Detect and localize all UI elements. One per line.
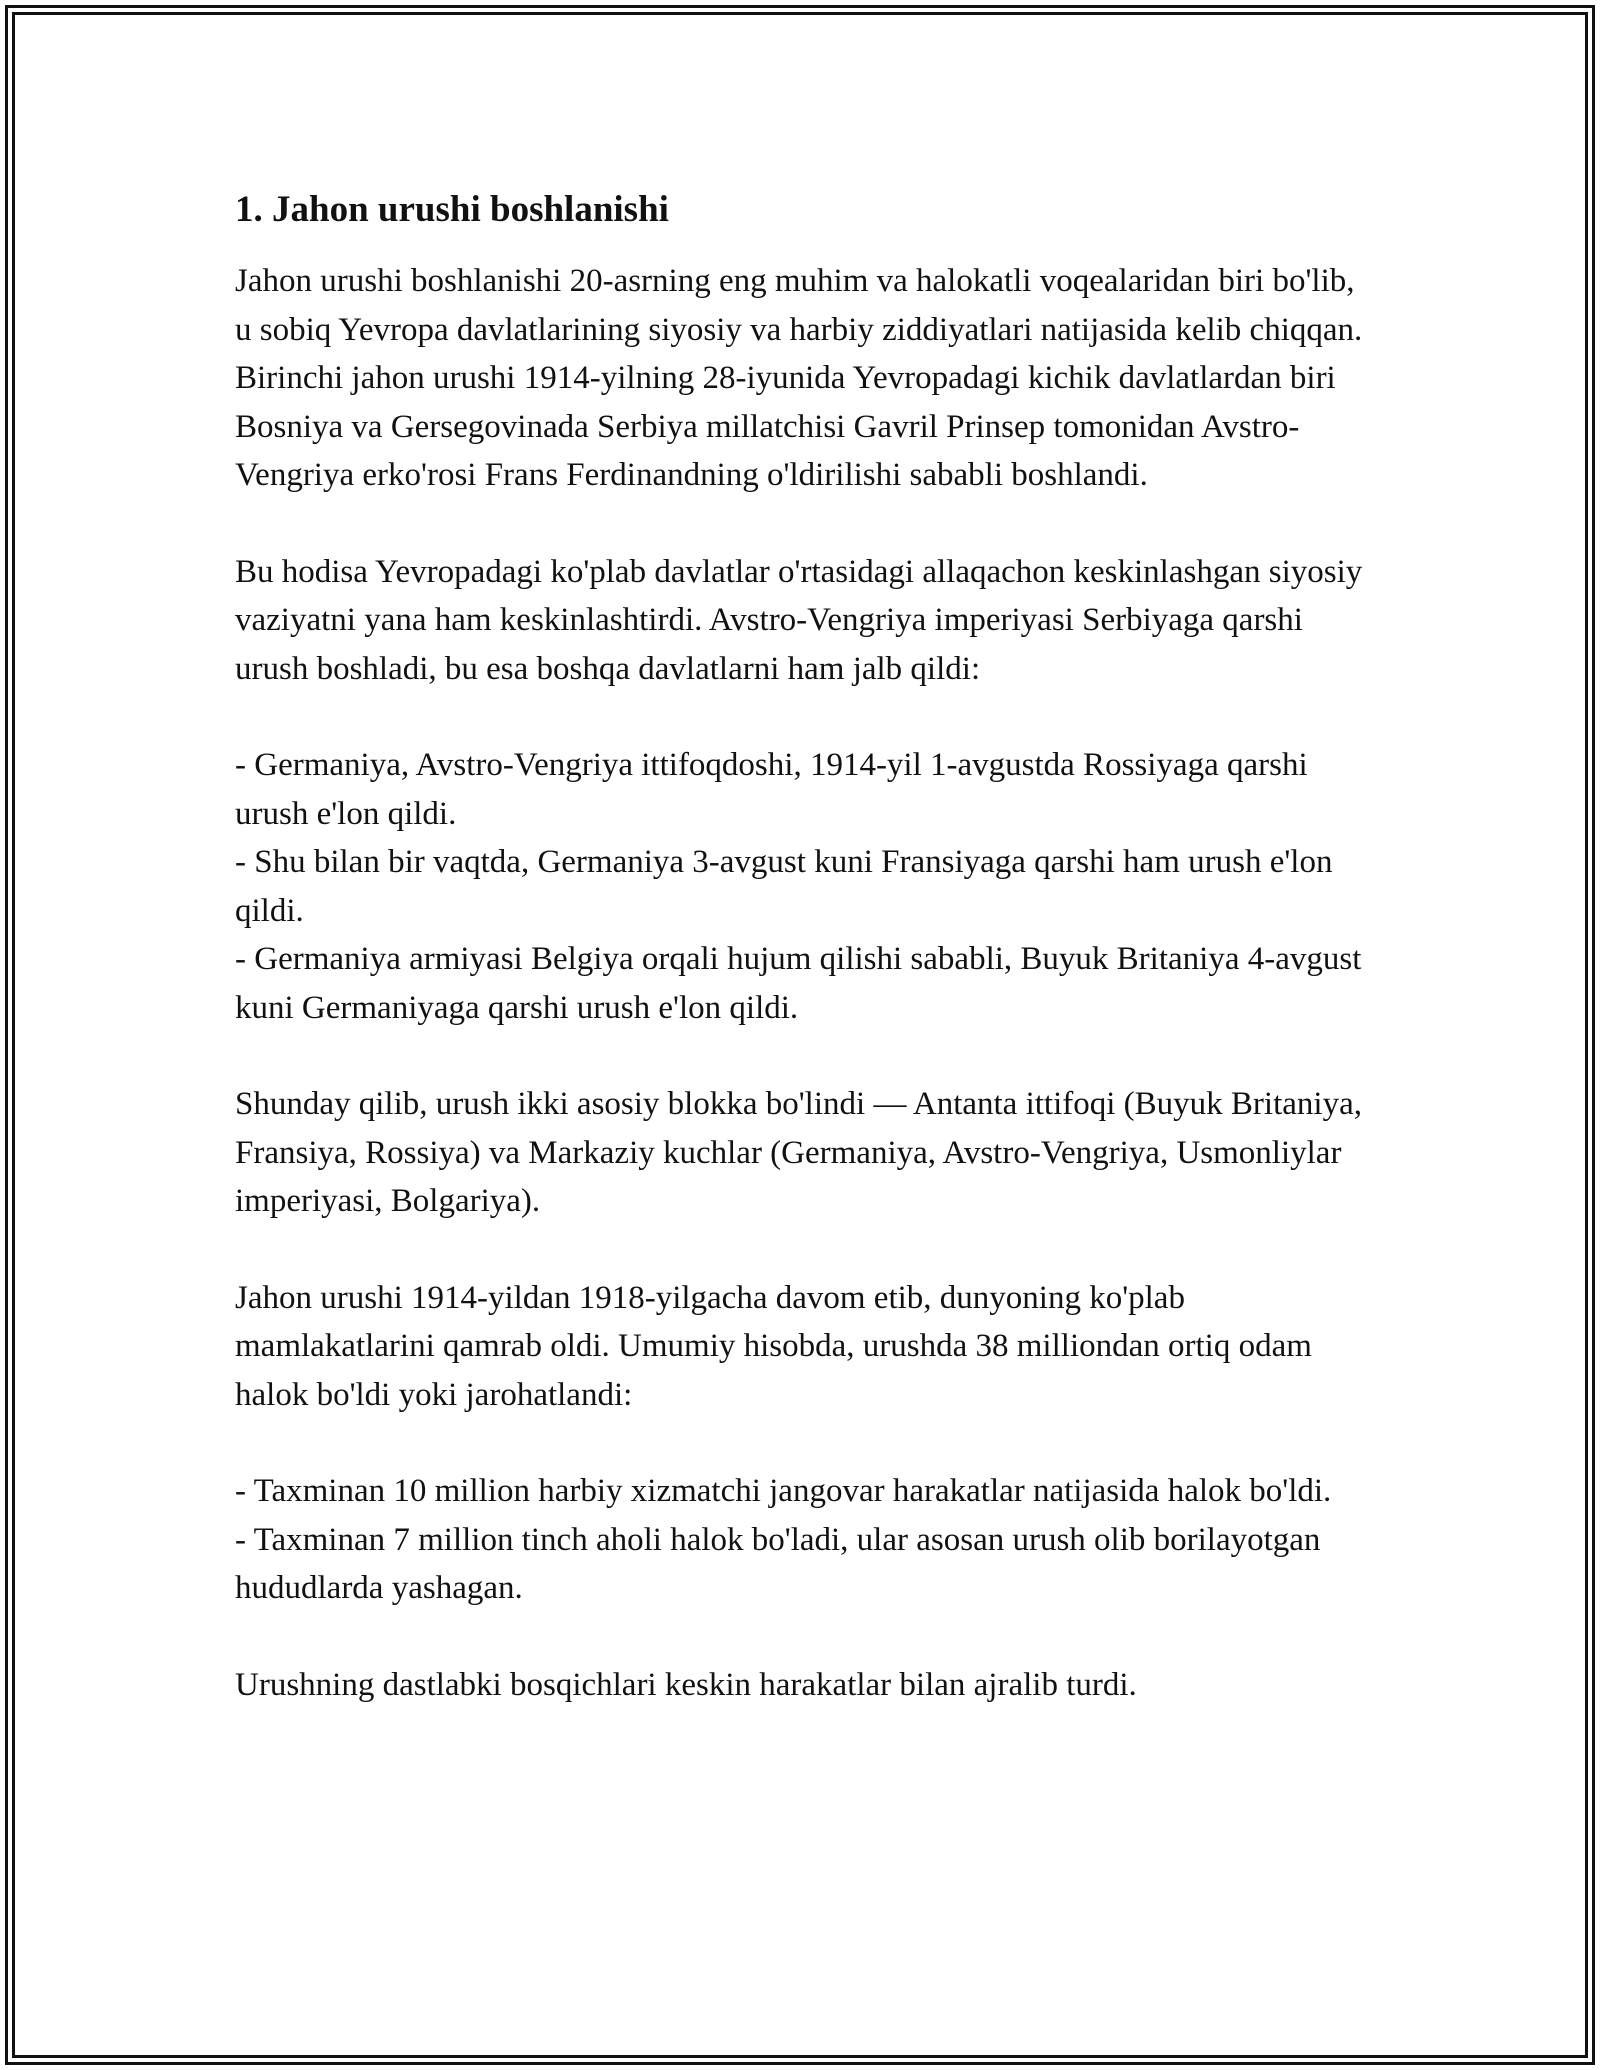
paragraph-closing: Urushning dastlabki bosqichlari keskin harakatlar bilan ajralib turdi.	[235, 1666, 1137, 1703]
document-body	[235, 185, 1371, 1709]
list-item: - Taxminan 10 million harbiy xizmatchi jangovar harakatlar natijasida halok bo'ldi.	[235, 1473, 1332, 1509]
paragraph-escalation: Bu hodisa Yevropadagi ko'plab davlatlar o'rtasidagi allaqachon keskinlashgan siyosiy vaziyatni yana ham keskinlashtirdi. Avstro-Vengriya imperiyasi Serbiyaga qarshi urush boshladi, bu esa boshqa davlatlarni ham jalb qildi:	[235, 553, 1371, 687]
section-heading: 1. Jahon urushi boshlanishi	[235, 189, 669, 230]
paragraph-intro: Jahon urushi boshlanishi 20-asrning eng muhim va halokatli voqealaridan biri bo'lib, u sobiq Yevropa davlatlarining siyosiy va harbiy ziddiyatlari natijasida kelib chiqqan. Birinchi jahon urushi 1914-yilning 28-iyunida Yevropadagi kichik davlatlardan biri Bosniya va Gersegovinada Serbiya millatchisi Gavril Prinsep tomonidan Avstro-Vengriya erko'rosi Frans Ferdinandning o'ldirilishi sababli boshlandi.	[235, 263, 1371, 493]
list-item: - Germaniya, Avstro-Vengriya ittifoqdoshi, 1914-yil 1-avgustda Rossiyaga qarshi urush e'lon qildi.	[235, 747, 1308, 832]
declarations-list	[235, 741, 1365, 1032]
casualties-list	[235, 1467, 1365, 1613]
list-item: - Germaniya armiyasi Belgiya orqali hujum qilishi sababli, Buyuk Britaniya 4-avgust kuni Germaniyaga qarshi urush e'lon qildi.	[235, 941, 1362, 1026]
paragraph-duration: Jahon urushi 1914-yildan 1918-yilgacha davom etib, dunyoning ko'plab mamlakatlarini qamrab oldi. Umumiy hisobda, urushda 38 milliondan ortiq odam halok bo'ldi yoki jarohatlandi:	[235, 1279, 1321, 1413]
list-item: - Shu bilan bir vaqtda, Germaniya 3-avgust kuni Fransiyaga qarshi ham urush e'lon qildi.	[235, 844, 1333, 929]
paragraph-blocs: Shunday qilib, urush ikki asosiy blokka bo'lindi — Antanta ittifoqi (Buyuk Britaniya, Fransiya, Rossiya) va Markaziy kuchlar (Germaniya, Avstro-Vengriya, Usmonliylar imperiyasi, Bolgariya).	[235, 1086, 1371, 1219]
list-item: - Taxminan 7 million tinch aholi halok bo'ladi, ular asosan urush olib borilayotgan hududlarda yashagan.	[235, 1521, 1321, 1606]
